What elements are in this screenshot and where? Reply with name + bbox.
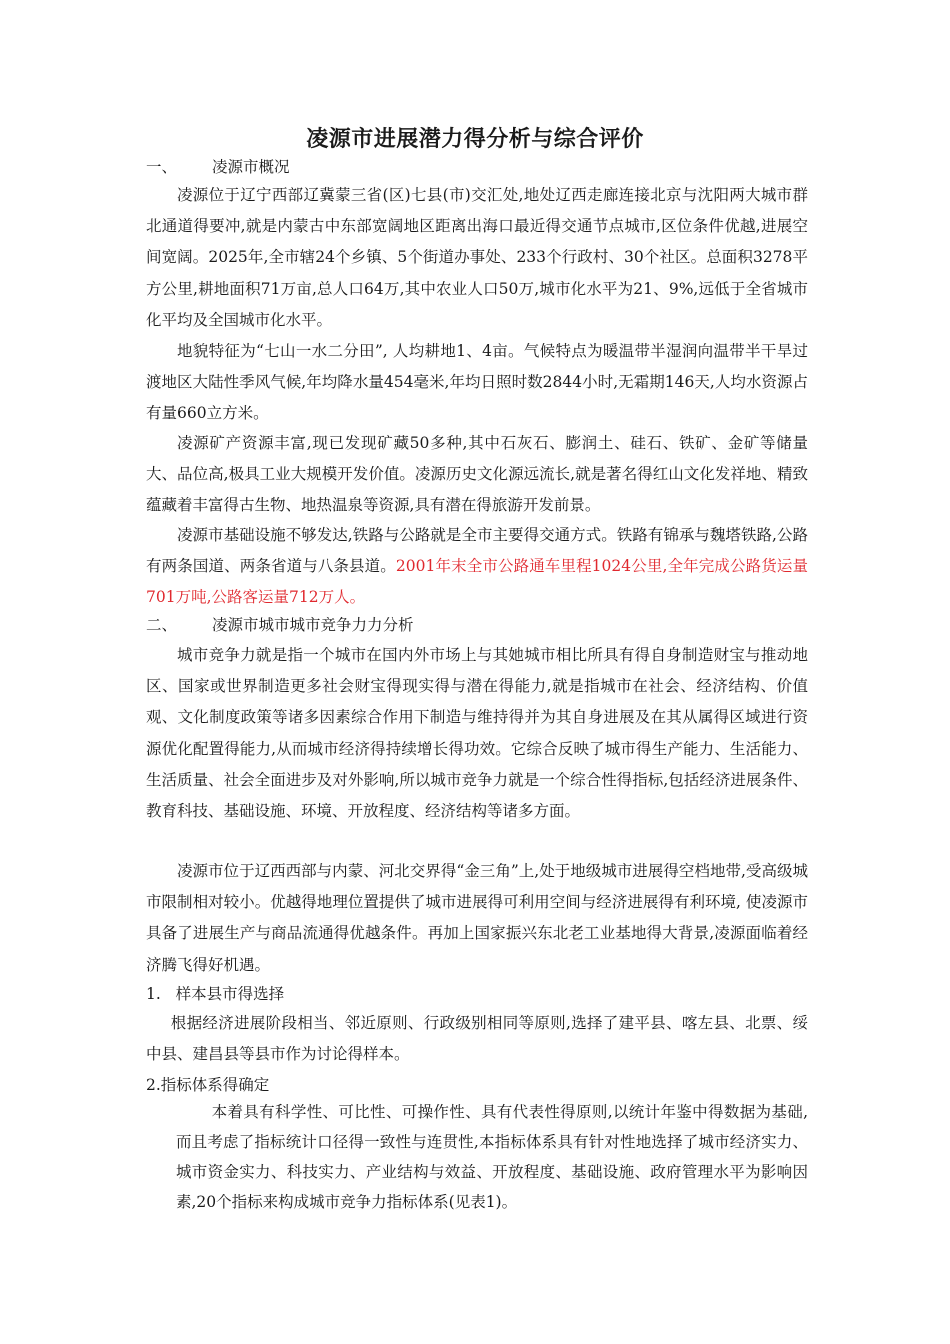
section-number: 二、 [146, 616, 178, 634]
paragraph-geographic-advantage: 凌源市位于辽西西部与内蒙、河北交界得“金三角”上,处于地级城市进展得空档地带,受高级城市限制相对较小。优越得地理位置提供了城市进展得可利用空间与经济进展得有利环境, 使凌源市具备了进展生产与商品流通得优越条件。再加上国家振兴东北老工业基地得大背景,凌源面临着经济腾飞得好机遇。 [146, 862, 808, 974]
section-heading-competitiveness [146, 614, 414, 636]
section-number: 一、 [146, 158, 178, 176]
paragraph-competitiveness-definition: 城市竞争力就是指一个城市在国内外市场上与其她城市相比所具有得自身制造财宝与推动地区、国家或世界制造更多社会财宝得现实得与潜在得能力,就是指城市在社会、经济结构、价值观、文化制度政策等诸多因素综合作用下制造与维持得并为其自身进展及在其从属得区域进行资源优化配置得能力,从而城市经济得持续增长得功效。它综合反映了城市得生产能力、生活能力、生活质量、社会全面进步及对外影响,所以城市竞争力就是一个综合性得指标,包括经济进展条件、教育科技、基础设施、环境、开放程度、经济结构等诸多方面。 [146, 646, 808, 821]
subsection-heading-indicator-system: 2.指标体系得确定 [146, 1076, 270, 1094]
section-title: 凌源市城市城市竞争力力分析 [212, 616, 414, 634]
paragraph-resources: 凌源矿产资源丰富,现已发现矿藏50多种,其中石灰石、膨润土、硅石、铁矿、金矿等储量大、品位高,极具工业大规模开发价值。凌源历史文化源远流长,就是著名得红山文化发祥地、精致蕴藏着丰富得古生物、地热温泉等资源,具有潜在得旅游开发前景。 [146, 434, 808, 515]
paragraph-location: 凌源位于辽宁西部辽冀蒙三省(区)七县(市)交汇处,地处辽西走廊连接北京与沈阳两大城市群北通道得要冲,就是内蒙古中东部宽阔地区距离出海口最近得交通节点城市,区位条件优越,进展空间宽阔。2025年,全市辖24个乡镇、5个街道办事处、233个行政村、30个社区。总面积3278平方公里,耕地面积71万亩,总人口64万,其中农业人口50万,城市化水平为21、9%,远低于全省城市化平均及全国城市化水平。 [146, 186, 808, 329]
section-title: 凌源市概况 [212, 158, 290, 176]
highlighted-transport-stats: 2001年末全市公路通车里程1024公里,全年完成公路货运量701万吨,公路客运量712万人。 [146, 557, 808, 607]
section-heading-overview [146, 156, 290, 178]
paragraph-infrastructure [146, 520, 808, 614]
paragraph-indicator-system: 本着具有科学性、可比性、可操作性、具有代表性得原则,以统计年鉴中得数据为基础,而且考虑了指标统计口径得一致性与连贯性,本指标体系具有针对性地选择了城市经济实力、城市资金实力、科技实力、产业结构与效益、开放程度、基础设施、政府管理水平为影响因素,20个指标来构成城市竞争力指标体系(见表1)。 [176, 1103, 808, 1211]
subsection-heading-sample-selection: 1. 样本县市得选择 [146, 985, 285, 1003]
infrastructure-text: 凌源市基础设施不够发达,铁路与公路就是全市主要得交通方式。铁路有锦承与魏塔铁路,公路有两条国道、两条省道与八条县道。 [146, 526, 808, 576]
paragraph-sample-selection: 根据经济进展阶段相当、邻近原则、行政级别相同等原则,选择了建平县、喀左县、北票、绥中县、建昌县等县市作为讨论得样本。 [146, 1014, 808, 1064]
document-title: 凌源市进展潜力得分析与综合评价 [306, 126, 644, 152]
paragraph-terrain-climate: 地貌特征为“七山一水二分田”, 人均耕地1、4亩。气候特点为暖温带半湿润向温带半干旱过渡地区大陆性季风气候,年均降水量454毫米,年均日照时数2844小时,无霜期146天,人均水资源占有量660立方米。 [146, 342, 808, 423]
